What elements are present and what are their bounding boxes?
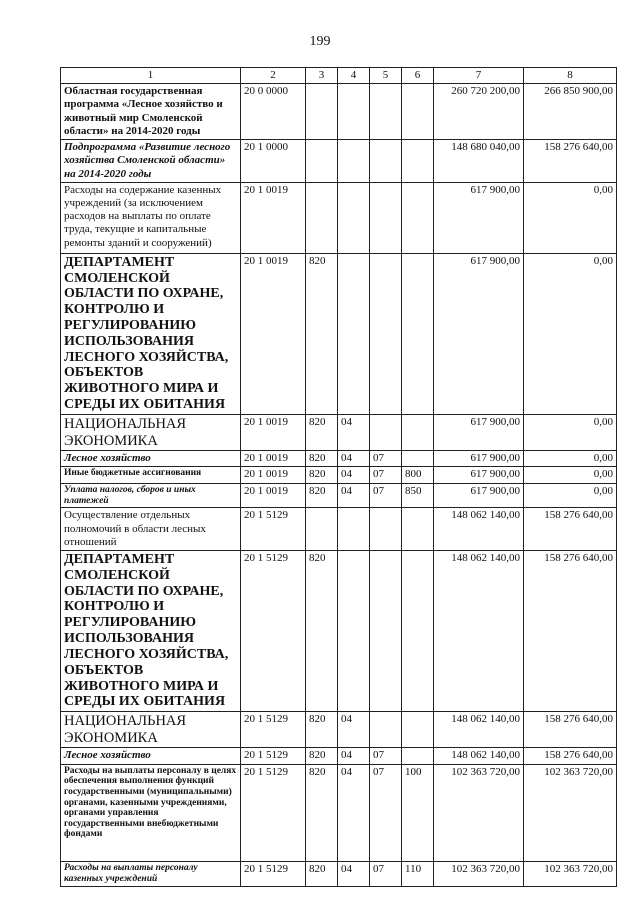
row-name: НАЦИОНАЛЬНАЯ ЭКОНОМИКА <box>61 414 241 450</box>
amount-2015: 148 062 140,00 <box>434 551 524 712</box>
expense-type-code <box>402 508 434 551</box>
amount-2016: 0,00 <box>524 253 617 414</box>
expense-type-code <box>402 140 434 183</box>
table-row <box>61 861 617 886</box>
amount-2015: 617 900,00 <box>434 451 524 467</box>
amount-2016: 0,00 <box>524 182 617 253</box>
column-header: 4 <box>338 68 370 84</box>
table-row <box>61 551 617 712</box>
table-row <box>61 467 617 483</box>
ved-code: 820 <box>306 748 338 764</box>
row-name: Лесное хозяйство <box>61 748 241 764</box>
table-row <box>61 712 617 748</box>
ved-code <box>306 84 338 140</box>
subsection-code <box>370 140 402 183</box>
amount-2015: 148 062 140,00 <box>434 508 524 551</box>
csr-code: 20 1 5129 <box>241 748 306 764</box>
section-code <box>338 253 370 414</box>
amount-2015: 148 062 140,00 <box>434 712 524 748</box>
ved-code: 820 <box>306 451 338 467</box>
row-name: Уплата налогов, сборов и иных платежей <box>61 483 241 508</box>
ved-code: 820 <box>306 764 338 861</box>
amount-2016: 0,00 <box>524 483 617 508</box>
amount-2015: 617 900,00 <box>434 483 524 508</box>
row-name: Подпрограмма «Развитие лесного хозяйства Смоленской области» на 2014-2020 годы <box>61 140 241 183</box>
ved-code: 820 <box>306 712 338 748</box>
table-row <box>61 414 617 450</box>
csr-code: 20 1 0019 <box>241 483 306 508</box>
expense-type-code: 100 <box>402 764 434 861</box>
ved-code: 820 <box>306 467 338 483</box>
row-name: Расходы на выплаты персоналу в целях обеспечения выполнения функций государственными (муниципальными) органами, казенными учреждениями, органами управления государственными внебюджетными фондами <box>61 764 241 861</box>
expense-type-code: 800 <box>402 467 434 483</box>
row-name: НАЦИОНАЛЬНАЯ ЭКОНОМИКА <box>61 712 241 748</box>
subsection-code: 07 <box>370 764 402 861</box>
row-name: Областная государственная программа «Лесное хозяйство и животный мир Смоленской области» на 2014-2020 годы <box>61 84 241 140</box>
budget-table <box>60 67 617 887</box>
subsection-code: 07 <box>370 451 402 467</box>
subsection-code <box>370 712 402 748</box>
amount-2016: 102 363 720,00 <box>524 764 617 861</box>
csr-code: 20 1 5129 <box>241 508 306 551</box>
csr-code: 20 1 0019 <box>241 182 306 253</box>
ved-code: 820 <box>306 861 338 886</box>
subsection-code <box>370 551 402 712</box>
amount-2016: 158 276 640,00 <box>524 140 617 183</box>
table-row <box>61 253 617 414</box>
section-code: 04 <box>338 414 370 450</box>
amount-2015: 617 900,00 <box>434 253 524 414</box>
table-row <box>61 182 617 253</box>
amount-2016: 158 276 640,00 <box>524 508 617 551</box>
section-code <box>338 140 370 183</box>
section-code: 04 <box>338 467 370 483</box>
amount-2016: 158 276 640,00 <box>524 748 617 764</box>
csr-code: 20 1 5129 <box>241 712 306 748</box>
ved-code: 820 <box>306 253 338 414</box>
ved-code <box>306 182 338 253</box>
expense-type-code <box>402 712 434 748</box>
subsection-code: 07 <box>370 861 402 886</box>
amount-2015: 617 900,00 <box>434 414 524 450</box>
row-name: Иные бюджетные ассигнования <box>61 467 241 483</box>
table-row <box>61 764 617 861</box>
ved-code: 820 <box>306 483 338 508</box>
section-code: 04 <box>338 483 370 508</box>
expense-type-code <box>402 451 434 467</box>
amount-2016: 0,00 <box>524 414 617 450</box>
amount-2015: 148 680 040,00 <box>434 140 524 183</box>
expense-type-code <box>402 414 434 450</box>
csr-code: 20 1 5129 <box>241 551 306 712</box>
table-row <box>61 451 617 467</box>
expense-type-code <box>402 182 434 253</box>
csr-code: 20 0 0000 <box>241 84 306 140</box>
csr-code: 20 1 5129 <box>241 764 306 861</box>
csr-code: 20 1 0019 <box>241 451 306 467</box>
amount-2016: 158 276 640,00 <box>524 551 617 712</box>
expense-type-code <box>402 84 434 140</box>
csr-code: 20 1 0019 <box>241 253 306 414</box>
subsection-code: 07 <box>370 483 402 508</box>
subsection-code: 07 <box>370 467 402 483</box>
section-code: 04 <box>338 764 370 861</box>
section-code: 04 <box>338 748 370 764</box>
amount-2015: 102 363 720,00 <box>434 764 524 861</box>
ved-code <box>306 140 338 183</box>
amount-2015: 617 900,00 <box>434 467 524 483</box>
section-code <box>338 84 370 140</box>
column-header: 8 <box>524 68 617 84</box>
csr-code: 20 1 0019 <box>241 467 306 483</box>
section-code <box>338 508 370 551</box>
row-name: Осуществление отдельных полномочий в области лесных отношений <box>61 508 241 551</box>
table-row <box>61 84 617 140</box>
subsection-code: 07 <box>370 748 402 764</box>
column-header: 2 <box>241 68 306 84</box>
amount-2015: 617 900,00 <box>434 182 524 253</box>
column-header: 3 <box>306 68 338 84</box>
amount-2016: 158 276 640,00 <box>524 712 617 748</box>
section-code <box>338 551 370 712</box>
expense-type-code: 110 <box>402 861 434 886</box>
row-name: Расходы на выплаты персоналу казенных учреждений <box>61 861 241 886</box>
column-header: 5 <box>370 68 402 84</box>
amount-2015: 260 720 200,00 <box>434 84 524 140</box>
row-name: ДЕПАРТАМЕНТ СМОЛЕНСКОЙ ОБЛАСТИ ПО ОХРАНЕ, КОНТРОЛЮ И РЕГУЛИРОВАНИЮ ИСПОЛЬЗОВАНИЯ ЛЕСНОГО ХОЗЯЙСТВА, ОБЪЕКТОВ ЖИВОТНОГО МИРА И СРЕДЫ ИХ ОБИТАНИЯ <box>61 551 241 712</box>
amount-2015: 102 363 720,00 <box>434 861 524 886</box>
row-name: ДЕПАРТАМЕНТ СМОЛЕНСКОЙ ОБЛАСТИ ПО ОХРАНЕ, КОНТРОЛЮ И РЕГУЛИРОВАНИЮ ИСПОЛЬЗОВАНИЯ ЛЕСНОГО ХОЗЯЙСТВА, ОБЪЕКТОВ ЖИВОТНОГО МИРА И СРЕДЫ ИХ ОБИТАНИЯ <box>61 253 241 414</box>
csr-code: 20 1 0000 <box>241 140 306 183</box>
page-number: 199 <box>309 34 331 49</box>
subsection-code <box>370 253 402 414</box>
column-header: 1 <box>61 68 241 84</box>
csr-code: 20 1 0019 <box>241 414 306 450</box>
amount-2016: 266 850 900,00 <box>524 84 617 140</box>
expense-type-code <box>402 551 434 712</box>
section-code: 04 <box>338 861 370 886</box>
subsection-code <box>370 182 402 253</box>
row-name: Расходы на содержание казенных учреждений (за исключением расходов на выплаты по оплате труда, текущие и капитальные ремонты зданий и сооружений) <box>61 182 241 253</box>
section-code: 04 <box>338 451 370 467</box>
section-code: 04 <box>338 712 370 748</box>
column-header-row <box>61 68 617 84</box>
amount-2015: 148 062 140,00 <box>434 748 524 764</box>
ved-code: 820 <box>306 414 338 450</box>
table-row <box>61 483 617 508</box>
section-code <box>338 182 370 253</box>
csr-code: 20 1 5129 <box>241 861 306 886</box>
subsection-code <box>370 508 402 551</box>
expense-type-code: 850 <box>402 483 434 508</box>
ved-code <box>306 508 338 551</box>
column-header: 6 <box>402 68 434 84</box>
amount-2016: 0,00 <box>524 451 617 467</box>
table-row <box>61 508 617 551</box>
ved-code: 820 <box>306 551 338 712</box>
subsection-code <box>370 84 402 140</box>
table-row <box>61 748 617 764</box>
table-row <box>61 140 617 183</box>
amount-2016: 0,00 <box>524 467 617 483</box>
column-header: 7 <box>434 68 524 84</box>
row-name: Лесное хозяйство <box>61 451 241 467</box>
expense-type-code <box>402 748 434 764</box>
expense-type-code <box>402 253 434 414</box>
subsection-code <box>370 414 402 450</box>
amount-2016: 102 363 720,00 <box>524 861 617 886</box>
